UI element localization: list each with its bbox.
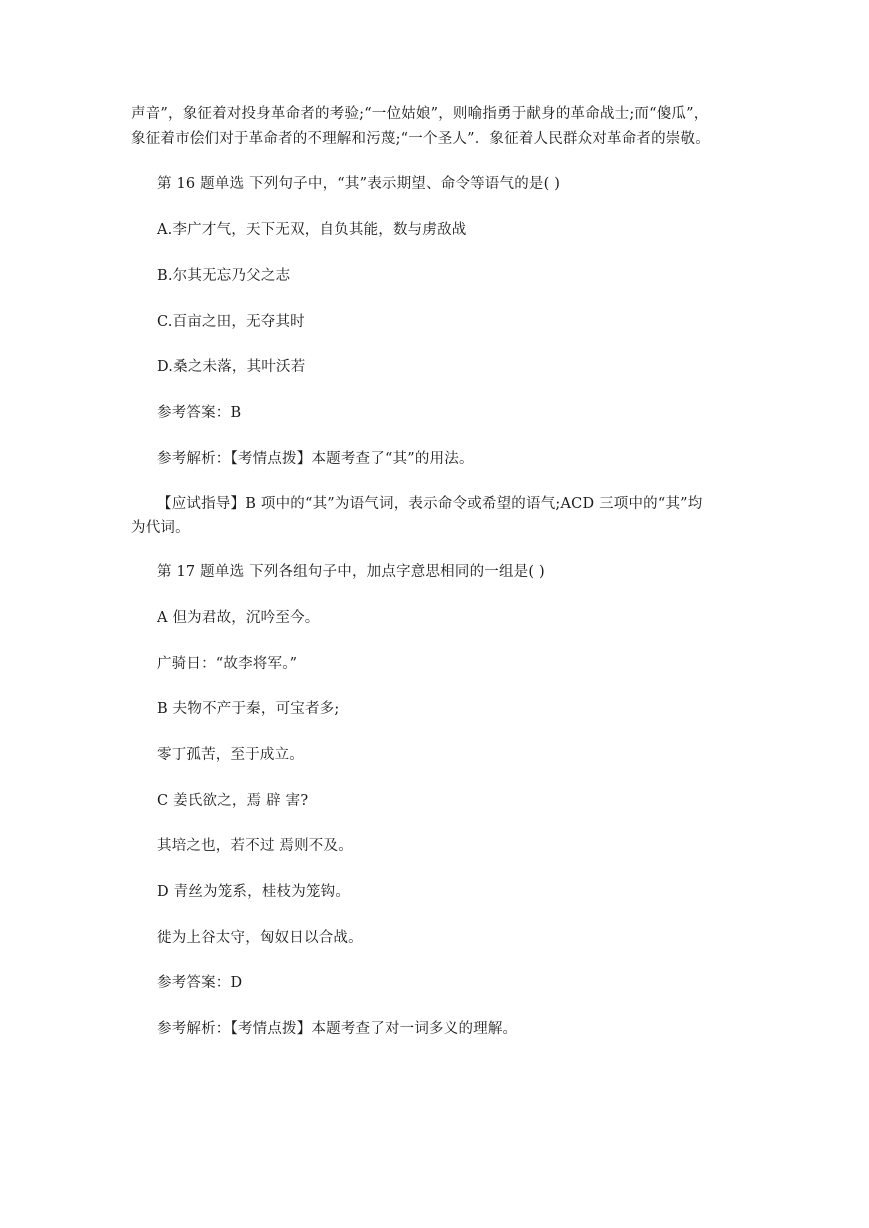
question-16-option-a: A.李广才气，天下无双，自负其能，数与虏敌战 [157, 222, 467, 238]
question-16-guide-line-1: 【应试指导】B 项中的“其”为语气词，表示命令或希望的语气;ACD 三项中的“其”均 [157, 496, 703, 512]
question-17-line-6: 其培之也，若不过 焉则不及。 [157, 838, 353, 854]
question-17-line-2: 广骑日：“故李将军。” [157, 656, 298, 672]
question-17-answer: 参考答案：D [157, 975, 243, 991]
question-16-guide-line-2: 为代词。 [131, 520, 190, 536]
question-16-stem: 第 16 题单选 下列句子中，“其”表示期望、命令等语气的是( ) [157, 176, 561, 192]
question-17-analysis: 参考解析：【考情点拨】本题考查了对一词多义的理解。 [157, 1021, 518, 1037]
question-16-answer: 参考答案：B [157, 405, 242, 421]
question-17-line-3: B 夫物不产于秦，可宝者多; [157, 701, 340, 717]
intro-line-1: 声音”，象征着对投身革命者的考验;“一位姑娘”，则喻指勇于献身的革命战士;而“傻瓜”， [131, 106, 709, 122]
question-17-line-4: 零丁孤苦，至于成立。 [157, 747, 304, 763]
question-16-option-c: C.百亩之田，无夺其时 [157, 314, 305, 330]
question-16-analysis: 参考解析：【考情点拨】本题考查了“其”的用法。 [157, 451, 474, 467]
question-17-line-8: 徙为上谷太守，匈奴日以合战。 [157, 930, 363, 946]
intro-line-2: 象征着市侩们对于革命者的不理解和污蔑;“一个圣人”．象征着人民群众对革命者的崇敬。 [131, 131, 710, 147]
question-17-line-7: D 青丝为笼系，桂枝为笼钩。 [157, 884, 351, 900]
question-17-line-1: A 但为君故，沉吟至今。 [157, 610, 320, 626]
question-17-stem: 第 17 题单选 下列各组句子中，加点字意思相同的一组是( ) [157, 564, 545, 580]
question-16-option-b: B.尔其无忘乃父之志 [157, 268, 291, 284]
question-16-option-d: D.桑之未落，其叶沃若 [157, 359, 306, 375]
question-17-line-5: C 姜氏欲之，焉 辟 害? [157, 793, 309, 809]
